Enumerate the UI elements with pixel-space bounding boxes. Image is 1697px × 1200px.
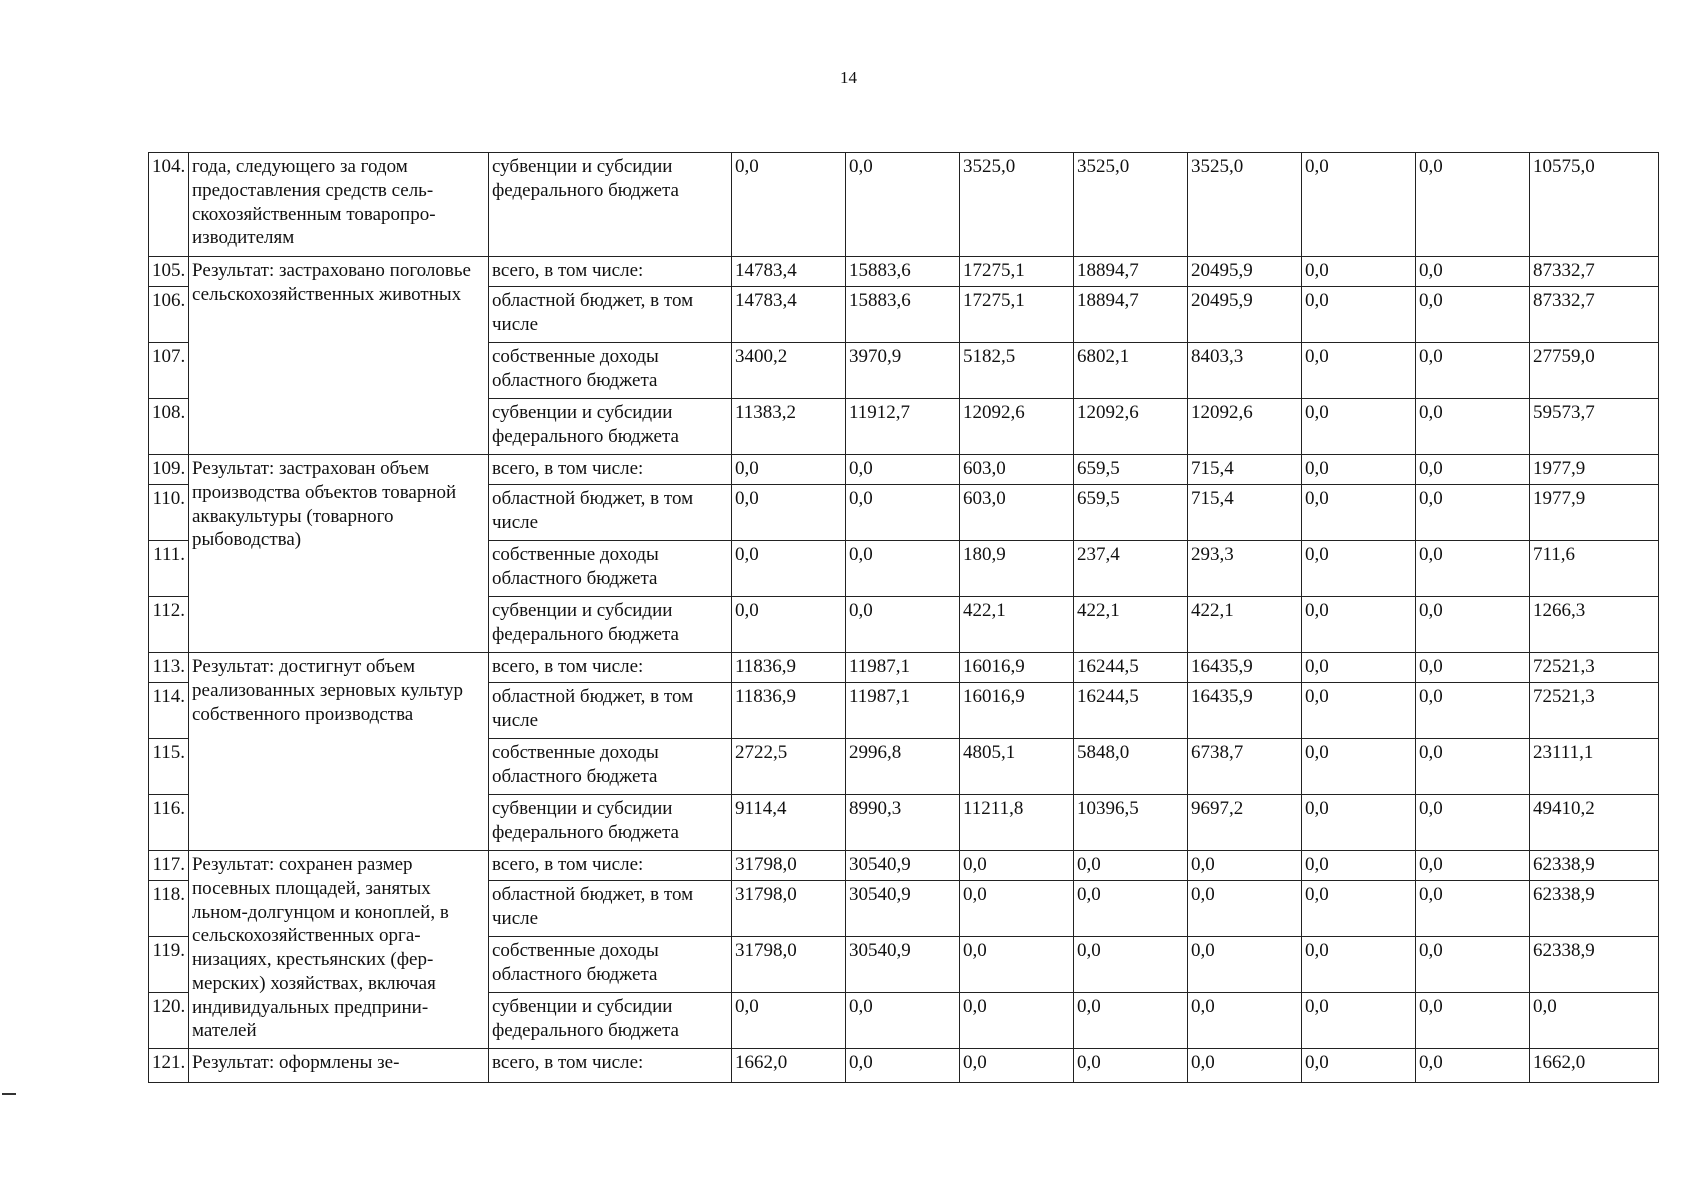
value-cell: 0,0 bbox=[1074, 937, 1188, 993]
value-cell: 16016,9 bbox=[960, 653, 1074, 683]
value-cell: 3525,0 bbox=[1188, 153, 1302, 257]
value-cell: 11383,2 bbox=[732, 399, 846, 455]
value-cell: 14783,4 bbox=[732, 257, 846, 287]
value-cell: 11912,7 bbox=[846, 399, 960, 455]
value-cell: 0,0 bbox=[1302, 1049, 1416, 1083]
value-cell: 0,0 bbox=[960, 1049, 1074, 1083]
value-cell: 237,4 bbox=[1074, 541, 1188, 597]
value-cell: 0,0 bbox=[846, 455, 960, 485]
value-cell: 0,0 bbox=[1188, 993, 1302, 1049]
value-cell: 0,0 bbox=[732, 485, 846, 541]
total-cell: 72521,3 bbox=[1530, 653, 1659, 683]
value-cell: 0,0 bbox=[960, 881, 1074, 937]
value-cell: 31798,0 bbox=[732, 937, 846, 993]
result-description: Результат: оформлены зе- bbox=[189, 1049, 489, 1083]
funding-source: всего, в том числе: bbox=[489, 1049, 732, 1083]
value-cell: 0,0 bbox=[1302, 541, 1416, 597]
value-cell: 0,0 bbox=[1302, 881, 1416, 937]
page-number: 14 bbox=[840, 68, 857, 87]
value-cell: 8403,3 bbox=[1188, 343, 1302, 399]
value-cell: 0,0 bbox=[1302, 485, 1416, 541]
value-cell: 0,0 bbox=[1302, 153, 1416, 257]
total-cell: 10575,0 bbox=[1530, 153, 1659, 257]
table-row bbox=[149, 257, 1659, 287]
value-cell: 0,0 bbox=[1302, 851, 1416, 881]
funding-source: субвенции и субсидии федерального бюджета bbox=[489, 399, 732, 455]
result-description: Результат: застрахован объем производства объектов товарной аквакультуры (товарного рыбоводства) bbox=[189, 455, 489, 653]
value-cell: 30540,9 bbox=[846, 851, 960, 881]
value-cell: 11987,1 bbox=[846, 683, 960, 739]
value-cell: 30540,9 bbox=[846, 881, 960, 937]
value-cell: 16435,9 bbox=[1188, 653, 1302, 683]
funding-source: областной бюджет, в том числе bbox=[489, 485, 732, 541]
budget-table bbox=[148, 152, 1659, 1083]
row-number: 121. bbox=[149, 1049, 189, 1083]
value-cell: 1662,0 bbox=[732, 1049, 846, 1083]
value-cell: 6738,7 bbox=[1188, 739, 1302, 795]
value-cell: 12092,6 bbox=[960, 399, 1074, 455]
value-cell: 603,0 bbox=[960, 485, 1074, 541]
total-cell: 27759,0 bbox=[1530, 343, 1659, 399]
value-cell: 0,0 bbox=[1188, 937, 1302, 993]
value-cell: 16016,9 bbox=[960, 683, 1074, 739]
value-cell: 0,0 bbox=[1302, 257, 1416, 287]
total-cell: 711,6 bbox=[1530, 541, 1659, 597]
value-cell: 0,0 bbox=[1416, 993, 1530, 1049]
row-number: 120. bbox=[149, 993, 189, 1049]
value-cell: 603,0 bbox=[960, 455, 1074, 485]
value-cell: 0,0 bbox=[1416, 739, 1530, 795]
value-cell: 715,4 bbox=[1188, 455, 1302, 485]
value-cell: 3400,2 bbox=[732, 343, 846, 399]
value-cell: 0,0 bbox=[960, 851, 1074, 881]
value-cell: 180,9 bbox=[960, 541, 1074, 597]
funding-source: областной бюджет, в том числе bbox=[489, 683, 732, 739]
table-row bbox=[149, 653, 1659, 683]
value-cell: 0,0 bbox=[1416, 1049, 1530, 1083]
value-cell: 20495,9 bbox=[1188, 287, 1302, 343]
value-cell: 0,0 bbox=[1302, 653, 1416, 683]
table-row bbox=[149, 1049, 1659, 1083]
value-cell: 10396,5 bbox=[1074, 795, 1188, 851]
value-cell: 0,0 bbox=[1416, 455, 1530, 485]
funding-source: областной бюджет, в том числе bbox=[489, 287, 732, 343]
row-number: 112. bbox=[149, 597, 189, 653]
value-cell: 0,0 bbox=[1302, 455, 1416, 485]
funding-source: субвенции и субсидии федерального бюджета bbox=[489, 795, 732, 851]
value-cell: 3525,0 bbox=[1074, 153, 1188, 257]
funding-source: собственные доходы областного бюджета bbox=[489, 739, 732, 795]
value-cell: 3525,0 bbox=[960, 153, 1074, 257]
value-cell: 0,0 bbox=[732, 597, 846, 653]
value-cell: 0,0 bbox=[960, 937, 1074, 993]
funding-source: собственные доходы областного бюджета bbox=[489, 937, 732, 993]
value-cell: 659,5 bbox=[1074, 485, 1188, 541]
total-cell: 1266,3 bbox=[1530, 597, 1659, 653]
value-cell: 293,3 bbox=[1188, 541, 1302, 597]
value-cell: 31798,0 bbox=[732, 851, 846, 881]
total-cell: 1977,9 bbox=[1530, 485, 1659, 541]
value-cell: 0,0 bbox=[846, 1049, 960, 1083]
value-cell: 659,5 bbox=[1074, 455, 1188, 485]
value-cell: 422,1 bbox=[1188, 597, 1302, 653]
funding-source: всего, в том числе: bbox=[489, 851, 732, 881]
total-cell: 62338,9 bbox=[1530, 851, 1659, 881]
funding-source: собственные доходы областного бюджета bbox=[489, 541, 732, 597]
value-cell: 9114,4 bbox=[732, 795, 846, 851]
value-cell: 15883,6 bbox=[846, 287, 960, 343]
row-number: 108. bbox=[149, 399, 189, 455]
value-cell: 0,0 bbox=[1302, 937, 1416, 993]
value-cell: 0,0 bbox=[1074, 881, 1188, 937]
value-cell: 0,0 bbox=[960, 993, 1074, 1049]
row-number: 106. bbox=[149, 287, 189, 343]
value-cell: 422,1 bbox=[1074, 597, 1188, 653]
value-cell: 16244,5 bbox=[1074, 683, 1188, 739]
value-cell: 0,0 bbox=[1302, 597, 1416, 653]
value-cell: 715,4 bbox=[1188, 485, 1302, 541]
value-cell: 0,0 bbox=[846, 993, 960, 1049]
value-cell: 0,0 bbox=[1416, 343, 1530, 399]
value-cell: 11987,1 bbox=[846, 653, 960, 683]
funding-source: всего, в том числе: bbox=[489, 455, 732, 485]
table-row bbox=[149, 851, 1659, 881]
value-cell: 0,0 bbox=[1416, 881, 1530, 937]
value-cell: 0,0 bbox=[1302, 739, 1416, 795]
value-cell: 0,0 bbox=[846, 153, 960, 257]
row-number: 117. bbox=[149, 851, 189, 881]
funding-source: субвенции и субсидии федерального бюджета bbox=[489, 153, 732, 257]
result-description: Результат: достигнут объем реализованных зерновых культур собственного производства bbox=[189, 653, 489, 851]
row-number: 118. bbox=[149, 881, 189, 937]
row-number: 111. bbox=[149, 541, 189, 597]
result-description: Результат: сохранен размер посевных площадей, занятых льном-долгунцом и коноплей, в сельскохозяйственных организациях, крестьянских (фермерских) хозяйствах, включая индивидуальных предпринимателей bbox=[189, 851, 489, 1049]
value-cell: 0,0 bbox=[1302, 993, 1416, 1049]
funding-source: всего, в том числе: bbox=[489, 653, 732, 683]
value-cell: 9697,2 bbox=[1188, 795, 1302, 851]
value-cell: 0,0 bbox=[1416, 653, 1530, 683]
row-number: 116. bbox=[149, 795, 189, 851]
row-number: 113. bbox=[149, 653, 189, 683]
margin-mark bbox=[2, 1093, 16, 1095]
value-cell: 0,0 bbox=[1302, 287, 1416, 343]
value-cell: 0,0 bbox=[1188, 881, 1302, 937]
value-cell: 0,0 bbox=[732, 541, 846, 597]
value-cell: 0,0 bbox=[1302, 399, 1416, 455]
value-cell: 20495,9 bbox=[1188, 257, 1302, 287]
value-cell: 6802,1 bbox=[1074, 343, 1188, 399]
value-cell: 5182,5 bbox=[960, 343, 1074, 399]
table-row bbox=[149, 153, 1659, 257]
value-cell: 31798,0 bbox=[732, 881, 846, 937]
funding-source: субвенции и субсидии федерального бюджета bbox=[489, 993, 732, 1049]
value-cell: 0,0 bbox=[846, 485, 960, 541]
value-cell: 0,0 bbox=[732, 153, 846, 257]
total-cell: 62338,9 bbox=[1530, 937, 1659, 993]
value-cell: 15883,6 bbox=[846, 257, 960, 287]
row-number: 107. bbox=[149, 343, 189, 399]
value-cell: 11211,8 bbox=[960, 795, 1074, 851]
value-cell: 30540,9 bbox=[846, 937, 960, 993]
value-cell: 16244,5 bbox=[1074, 653, 1188, 683]
value-cell: 0,0 bbox=[1188, 851, 1302, 881]
total-cell: 87332,7 bbox=[1530, 257, 1659, 287]
value-cell: 3970,9 bbox=[846, 343, 960, 399]
value-cell: 8990,3 bbox=[846, 795, 960, 851]
result-description: Результат: застраховано поголовье сельскохозяйственных животных bbox=[189, 257, 489, 455]
row-number: 109. bbox=[149, 455, 189, 485]
value-cell: 0,0 bbox=[1188, 1049, 1302, 1083]
total-cell: 1977,9 bbox=[1530, 455, 1659, 485]
value-cell: 18894,7 bbox=[1074, 287, 1188, 343]
value-cell: 0,0 bbox=[732, 993, 846, 1049]
value-cell: 0,0 bbox=[1416, 153, 1530, 257]
funding-source: субвенции и субсидии федерального бюджета bbox=[489, 597, 732, 653]
funding-source: областной бюджет, в том числе bbox=[489, 881, 732, 937]
value-cell: 0,0 bbox=[1416, 257, 1530, 287]
value-cell: 0,0 bbox=[1302, 683, 1416, 739]
value-cell: 2996,8 bbox=[846, 739, 960, 795]
value-cell: 0,0 bbox=[1416, 683, 1530, 739]
value-cell: 4805,1 bbox=[960, 739, 1074, 795]
total-cell: 72521,3 bbox=[1530, 683, 1659, 739]
value-cell: 0,0 bbox=[1074, 1049, 1188, 1083]
value-cell: 0,0 bbox=[1074, 851, 1188, 881]
value-cell: 12092,6 bbox=[1074, 399, 1188, 455]
row-number: 115. bbox=[149, 739, 189, 795]
value-cell: 2722,5 bbox=[732, 739, 846, 795]
total-cell: 23111,1 bbox=[1530, 739, 1659, 795]
row-number: 105. bbox=[149, 257, 189, 287]
funding-source: всего, в том числе: bbox=[489, 257, 732, 287]
value-cell: 422,1 bbox=[960, 597, 1074, 653]
total-cell: 87332,7 bbox=[1530, 287, 1659, 343]
value-cell: 11836,9 bbox=[732, 683, 846, 739]
value-cell: 0,0 bbox=[1416, 399, 1530, 455]
value-cell: 0,0 bbox=[1416, 795, 1530, 851]
value-cell: 17275,1 bbox=[960, 257, 1074, 287]
value-cell: 0,0 bbox=[1416, 485, 1530, 541]
row-number: 119. bbox=[149, 937, 189, 993]
value-cell: 18894,7 bbox=[1074, 257, 1188, 287]
value-cell: 0,0 bbox=[1302, 343, 1416, 399]
value-cell: 12092,6 bbox=[1188, 399, 1302, 455]
value-cell: 11836,9 bbox=[732, 653, 846, 683]
value-cell: 0,0 bbox=[1416, 287, 1530, 343]
total-cell: 59573,7 bbox=[1530, 399, 1659, 455]
value-cell: 0,0 bbox=[1302, 795, 1416, 851]
total-cell: 49410,2 bbox=[1530, 795, 1659, 851]
table-body bbox=[149, 153, 1659, 1083]
value-cell: 0,0 bbox=[846, 541, 960, 597]
row-number: 114. bbox=[149, 683, 189, 739]
value-cell: 0,0 bbox=[732, 455, 846, 485]
table-row bbox=[149, 455, 1659, 485]
value-cell: 0,0 bbox=[846, 597, 960, 653]
value-cell: 0,0 bbox=[1416, 541, 1530, 597]
total-cell: 0,0 bbox=[1530, 993, 1659, 1049]
value-cell: 17275,1 bbox=[960, 287, 1074, 343]
result-description: года, следующего за годом предоставления средств сельскохозяйственным товаропроизводителям bbox=[189, 153, 489, 257]
total-cell: 62338,9 bbox=[1530, 881, 1659, 937]
total-cell: 1662,0 bbox=[1530, 1049, 1659, 1083]
value-cell: 16435,9 bbox=[1188, 683, 1302, 739]
value-cell: 0,0 bbox=[1416, 597, 1530, 653]
value-cell: 5848,0 bbox=[1074, 739, 1188, 795]
value-cell: 14783,4 bbox=[732, 287, 846, 343]
value-cell: 0,0 bbox=[1416, 851, 1530, 881]
row-number: 110. bbox=[149, 485, 189, 541]
value-cell: 0,0 bbox=[1074, 993, 1188, 1049]
value-cell: 0,0 bbox=[1416, 937, 1530, 993]
row-number: 104. bbox=[149, 153, 189, 257]
funding-source: собственные доходы областного бюджета bbox=[489, 343, 732, 399]
